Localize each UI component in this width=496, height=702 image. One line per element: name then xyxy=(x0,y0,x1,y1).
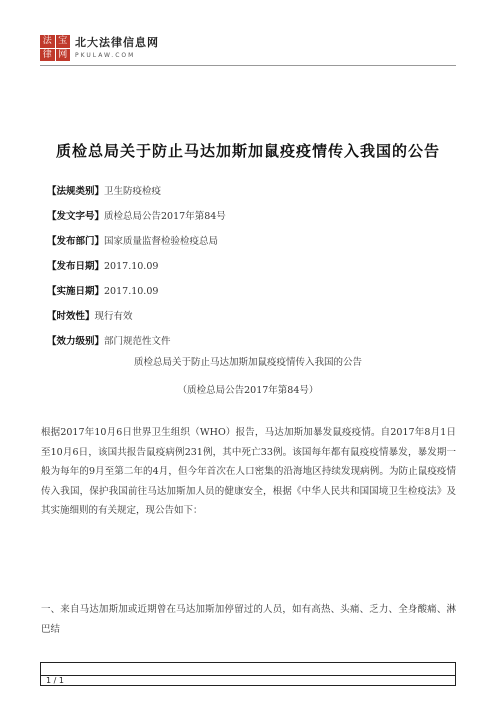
meta-label: 【发布部门】 xyxy=(47,236,105,247)
logo-char: 网 xyxy=(56,49,71,62)
brand-name: 北大法律信息网 xyxy=(75,36,159,49)
page-number: 1 / 1 xyxy=(46,676,64,685)
meta-doc-number xyxy=(47,208,226,222)
meta-label: 【实施日期】 xyxy=(47,286,105,297)
meta-value: 部门规范性文件 xyxy=(104,336,171,347)
meta-label: 【时效性】 xyxy=(47,311,95,322)
header-divider xyxy=(40,65,456,66)
meta-category xyxy=(47,183,161,197)
logo-char: 律 xyxy=(40,49,55,62)
meta-value: 卫生防疫检疫 xyxy=(104,186,162,197)
brand-domain: PKULAW.COM xyxy=(75,52,136,59)
brand xyxy=(75,34,159,59)
meta-validity xyxy=(47,308,133,322)
body-paragraph: 一、来自马达加斯加或近期曾在马达加斯加停留过的人员，如有高热、头痛、乏力、全身酸痛、淋巴结 xyxy=(41,604,456,635)
meta-effective-date xyxy=(47,283,158,297)
page-footer xyxy=(40,662,456,686)
meta-value: 2017.10.09 xyxy=(104,286,159,297)
logo-char: 宝 xyxy=(56,35,71,48)
meta-label: 【发文字号】 xyxy=(47,211,105,222)
meta-value: 国家质量监督检验检疫总局 xyxy=(104,236,219,247)
meta-issuer xyxy=(47,233,218,247)
meta-value: 2017.10.09 xyxy=(104,261,159,272)
body-paragraph: 根据2017年10月6日世界卫生组织（WHO）报告，马达加斯加暴发鼠疫疫情。自2017年8月1日至10月6日，该国共报告鼠疫病例231例，其中死亡33例。该国每年都有鼠疫疫情暴发，暴发期一般为每年的9月至第二年的4月，但今年首次在人口密集的沿海地区持续发现病例。为防止鼠疫疫情传入我国，保护我国前往马达加斯加人员的健康安全，根据《中华人民共和国国境卫生检疫法》及其实施细则的有关规定，现公告如下： xyxy=(41,427,456,516)
meta-value: 现行有效 xyxy=(94,311,133,322)
doc-title: 质检总局关于防止马达加斯加鼠疫疫情传入我国的公告 xyxy=(133,357,362,368)
doc-number: （质检总局公告2017年第84号） xyxy=(177,385,319,396)
meta-publish-date xyxy=(47,258,158,272)
meta-level xyxy=(47,333,171,347)
meta-label: 【法规类别】 xyxy=(47,186,105,197)
pkulaw-logo xyxy=(40,35,70,61)
logo-char: 法 xyxy=(40,35,55,48)
meta-label: 【效力级别】 xyxy=(47,336,105,347)
meta-value: 质检总局公告2017年第84号 xyxy=(104,211,226,222)
footer-divider xyxy=(41,675,455,676)
meta-label: 【发布日期】 xyxy=(47,261,105,272)
page-title: 质检总局关于防止马达加斯加鼠疫疫情传入我国的公告 xyxy=(55,142,440,160)
